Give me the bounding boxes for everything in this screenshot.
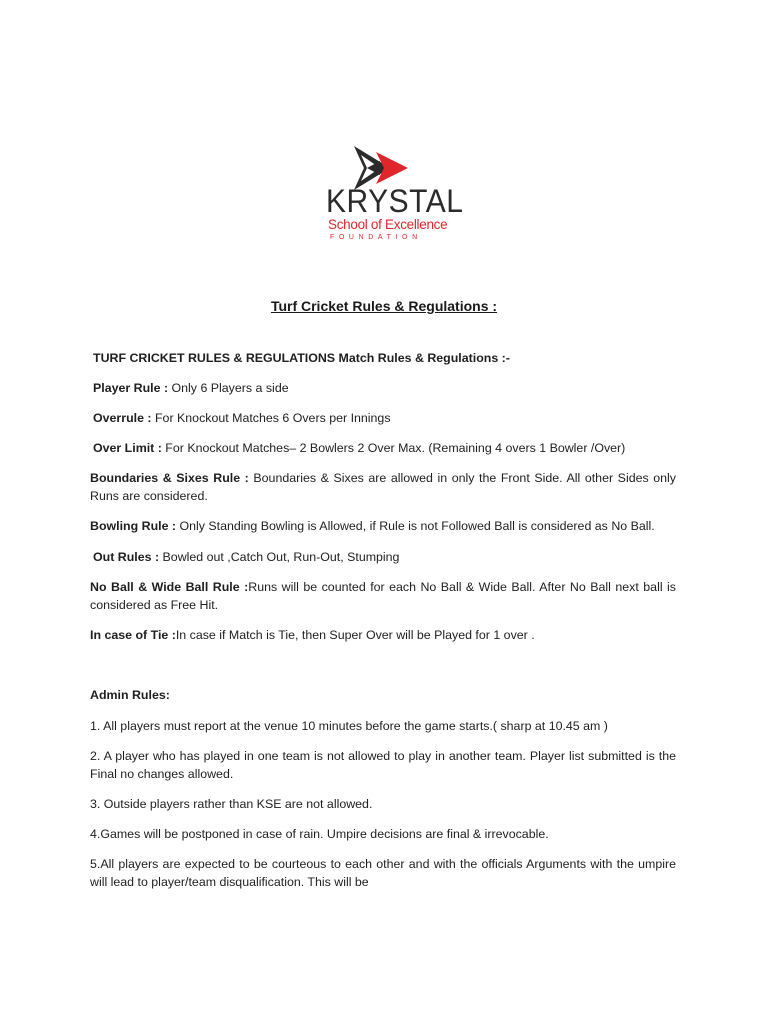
admin-item: 5.All players are expected to be courteous to each other and with the officials Arguments with the umpire will lead to player/team disqualification. This will be <box>90 857 676 889</box>
rule-label: Over Limit : <box>93 441 162 455</box>
krystal-logo <box>320 142 464 247</box>
rule-text: Only Standing Bowling is Allowed, if Rule is not Followed Ball is considered as No Ball. <box>176 519 655 533</box>
rule-text: Boundaries & Sixes are allowed in only the Front Side. All other Sides only Runs are considered. <box>90 471 676 503</box>
admin-item: 4.Games will be postponed in case of rain. Umpire decisions are final & irrevocable. <box>90 827 549 841</box>
rule-label: Player Rule : <box>93 381 169 395</box>
rule-label: Boundaries & Sixes Rule : <box>90 471 249 485</box>
admin-item: 2. A player who has played in one team is not allowed to play in another team. Player list submitted is the Final no changes allowed. <box>90 749 676 781</box>
admin-heading <box>90 687 676 705</box>
rule-text: In case if Match is Tie, then Super Over will be Played for 1 over . <box>175 628 535 642</box>
rules-heading <box>93 350 679 368</box>
rule-label: Bowling Rule : <box>90 519 177 533</box>
rule-text: Only 6 Players a side <box>168 381 289 395</box>
admin-heading-text: Admin Rules: <box>90 688 170 702</box>
page-title: Turf Cricket Rules & Regulations : <box>270 298 498 314</box>
rule-text: For Knockout Matches– 2 Bowlers 2 Over Max. (Remaining 4 overs 1 Bowler /Over) <box>161 441 626 455</box>
rule-bowling <box>90 518 676 536</box>
rule-label: No Ball & Wide Ball Rule : <box>90 580 249 594</box>
rule-player <box>93 380 679 398</box>
rule-label: In case of Tie : <box>90 628 176 642</box>
logo-school-text: School of Excellence <box>328 217 448 232</box>
logo-foundation-text: FOUNDATION <box>330 234 422 241</box>
rule-label: Out Rules : <box>93 550 160 564</box>
rules-heading-text: TURF CRICKET RULES & REGULATIONS Match Rules & Regulations :- <box>93 351 510 365</box>
rule-over-limit <box>93 440 679 458</box>
rule-tie <box>90 627 676 645</box>
rule-text: Runs will be counted for each No Ball & Wide Ball. After No Ball next ball is considered as Free Hit. <box>90 580 676 612</box>
rule-text: For Knockout Matches 6 Overs per Innings <box>151 411 391 425</box>
admin-item: 3. Outside players rather than KSE are not allowed. <box>90 797 373 811</box>
rule-no-ball <box>90 579 676 614</box>
rule-overrule <box>93 410 679 428</box>
rule-label: Overrule : <box>93 411 152 425</box>
rule-boundaries <box>90 470 676 505</box>
logo-brand-text: KRYSTAL <box>326 183 464 220</box>
admin-item: 1. All players must report at the venue 10 minutes before the game starts.( sharp at 10.45 am ) <box>90 719 608 733</box>
rule-out <box>93 549 679 567</box>
rule-text: Bowled out ,Catch Out, Run-Out, Stumping <box>159 550 400 564</box>
